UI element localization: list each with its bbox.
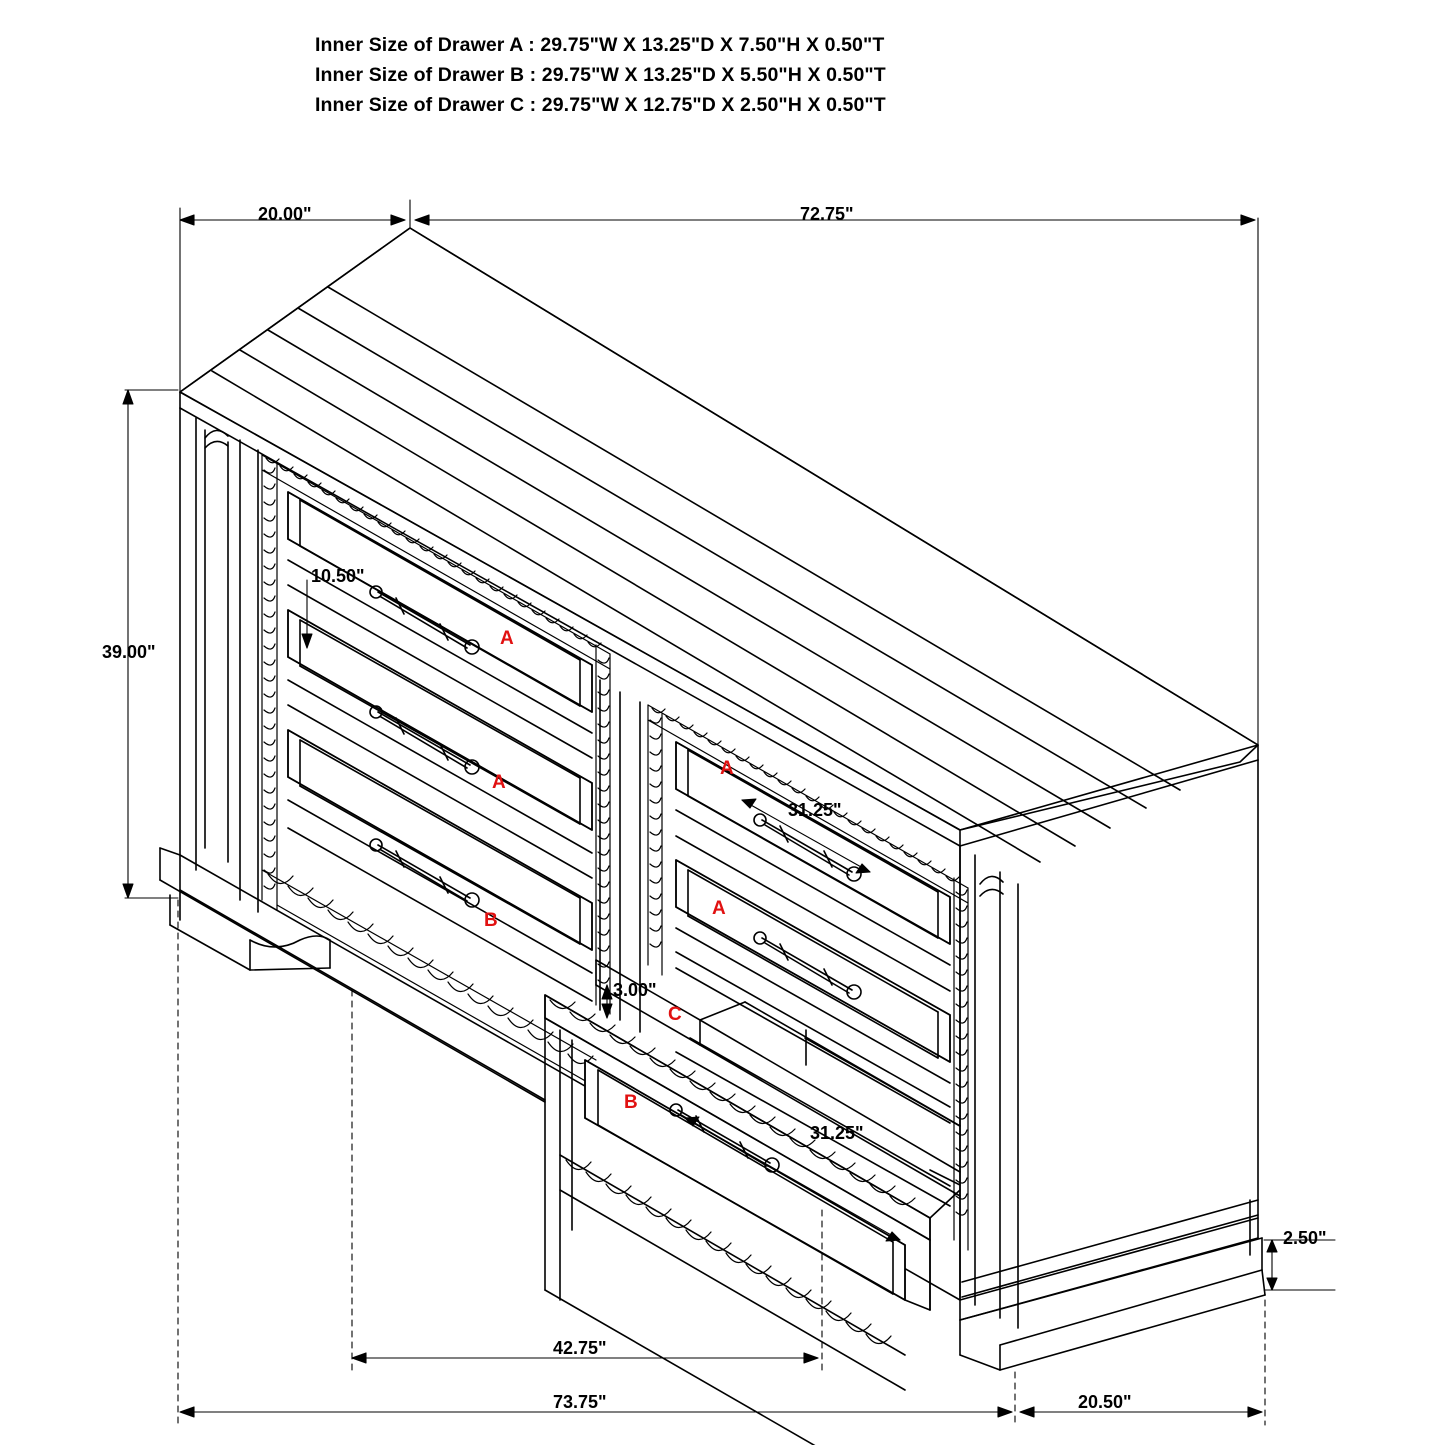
dim-drawer-width-lower: 31.25"	[810, 1123, 864, 1143]
dim-depth-top: 20.00"	[258, 204, 312, 224]
drawer-label-b2: B	[624, 1092, 638, 1113]
dim-height-left: 39.00"	[102, 642, 156, 662]
dim-base-height: 2.50"	[1283, 1228, 1327, 1248]
dim-inner-width: 42.75"	[553, 1338, 607, 1358]
dim-drawer-a-height: 10.50"	[311, 566, 365, 586]
dim-overall-depth: 20.50"	[1078, 1392, 1132, 1412]
drawer-label-b1: B	[484, 910, 498, 931]
spec-line-a: Inner Size of Drawer A : 29.75"W X 13.25"D X 7.50"H X 0.50"T	[315, 34, 885, 56]
dim-drawer-c-height: 3.00"	[613, 980, 657, 1000]
drawer-label-a3: A	[720, 758, 734, 779]
dim-width-top: 72.75"	[800, 204, 854, 224]
drawer-label-a1: A	[500, 628, 514, 649]
dim-drawer-width-upper: 31.25"	[788, 800, 842, 820]
drawer-label-a2: A	[492, 772, 506, 793]
right-side-panel	[960, 760, 1265, 1370]
drawer-label-a4: A	[712, 898, 726, 919]
spec-line-b: Inner Size of Drawer B : 29.75"W X 13.25"D X 5.50"H X 0.50"T	[315, 64, 886, 86]
drawer-label-c1: C	[668, 1004, 682, 1025]
dim-overall-width: 73.75"	[553, 1392, 607, 1412]
spec-line-c: Inner Size of Drawer C : 29.75"W X 12.75"D X 2.50"H X 0.50"T	[315, 94, 886, 116]
open-drawer-b	[545, 995, 960, 1445]
